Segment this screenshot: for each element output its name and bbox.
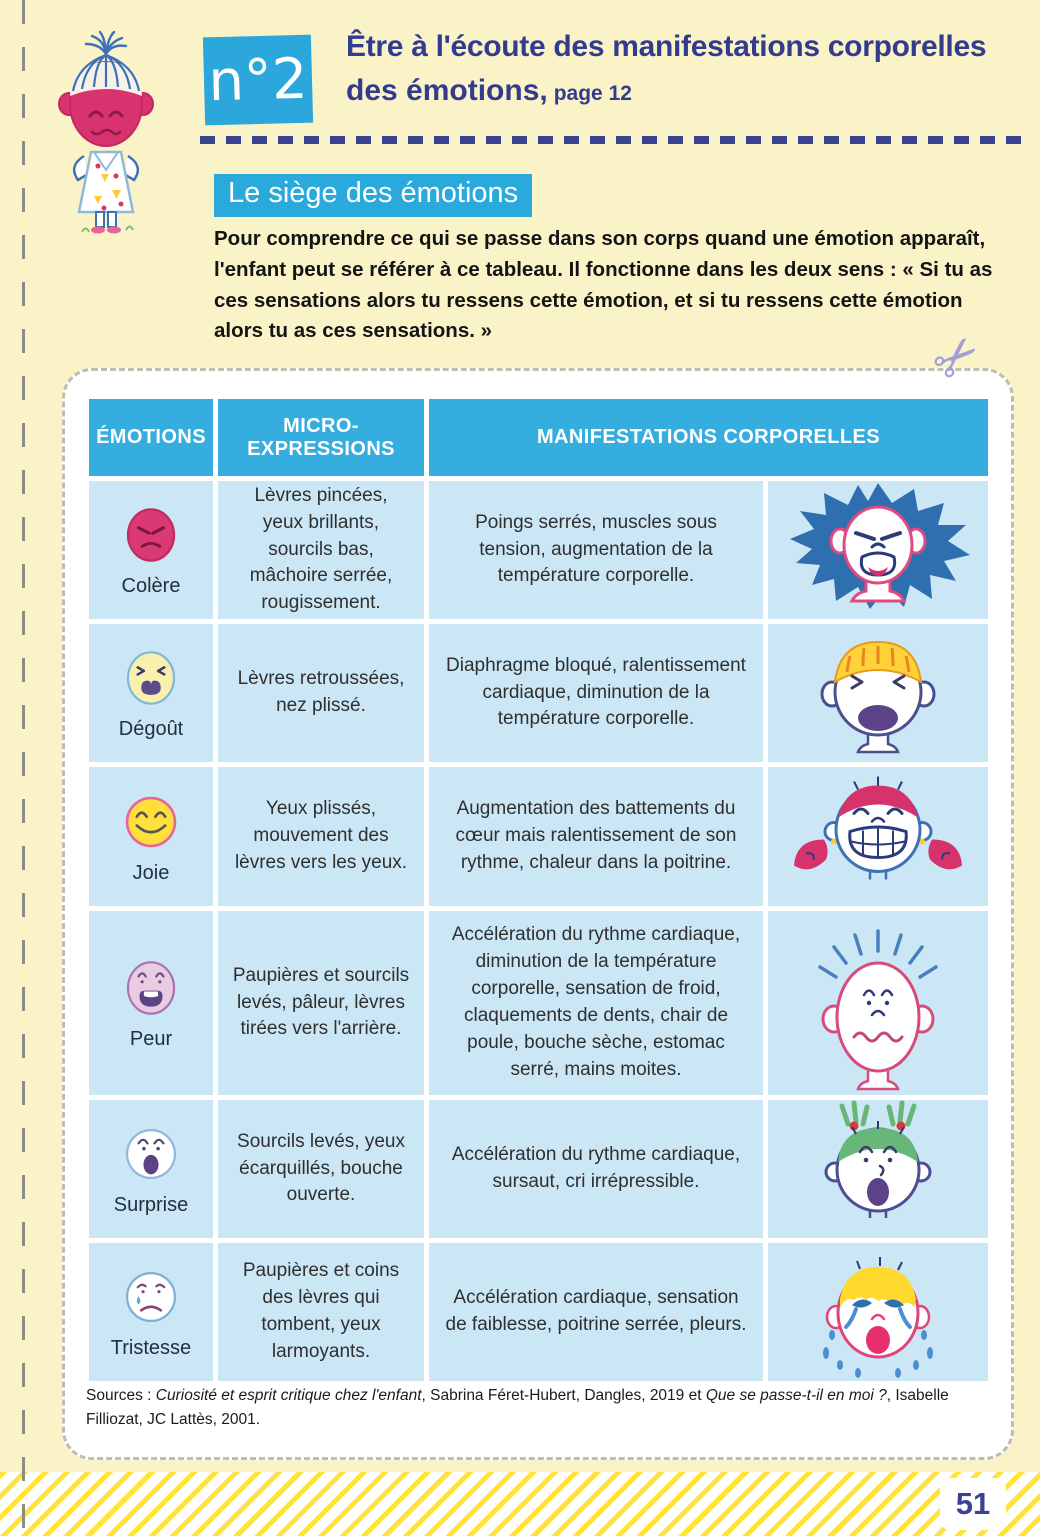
micro-expressions-cell: Sourcils levés, yeux écarquillés, bouche ouverte. — [218, 1100, 424, 1238]
binding-dashed-line — [22, 0, 25, 1536]
scissors-icon: ✂ — [918, 318, 995, 397]
emotion-cell-degout — [89, 624, 213, 762]
emotion-cell-surprise — [89, 1100, 213, 1238]
section-heading: Le siège des émotions — [214, 174, 532, 217]
column-header-micro-expressions: MICRO-EXPRESSIONS — [218, 399, 424, 476]
emotion-cell-joie — [89, 767, 213, 906]
source-title-1: Curiosité et esprit critique chez l'enfant — [155, 1387, 422, 1404]
footer-stripes — [0, 1472, 1040, 1536]
column-header-manifestations: MANIFESTATIONS CORPORELLES — [429, 399, 988, 476]
cutout-table-card — [62, 368, 1014, 1460]
illustration-cell — [768, 481, 988, 619]
angry-face-icon — [120, 502, 182, 568]
manifestations-cell: Augmentation des battements du cœur mais ralentissement de son rythme, chaleur dans la poitrine. — [429, 767, 763, 906]
sources-note: Sources : Curiosité et esprit critique chez l'enfant, Sabrina Féret-Hubert, Dangles, 2019 et Que se passe-t-il en moi ?, Isabelle Filliozat, JC Lattès, 2001. — [86, 1387, 949, 1429]
page-title — [346, 30, 986, 108]
title-line-1: Être à l'écoute des manifestations corporelles — [346, 30, 987, 63]
angry-child-illustration — [768, 481, 988, 619]
manifestations-cell: Accélération du rythme cardiaque, diminution de la température corporelle, sensation de froid, claquements de dents, chair de poule, bouche sèche, estomac serré, mains moites. — [429, 911, 763, 1095]
intro-paragraph: Pour comprendre ce qui se passe dans son corps quand une émotion apparaît, l'enfant peut se référer à ce tableau. Il fonctionne dans les deux sens : « Si tu as ces sensations alors tu ressens cette émotion, et si tu ressens cette émotion alors tu as ces sensations. » — [214, 227, 993, 343]
micro-expressions-cell: Lèvres pincées, yeux brillants, sourcils bas, mâchoire serrée, rougissement. — [218, 481, 424, 619]
source-title-2: Que se passe-t-il en moi ? — [705, 1387, 887, 1404]
lesson-number: n°2 — [207, 46, 309, 114]
emotion-label: Colère — [121, 575, 181, 597]
sad-face-icon — [120, 1264, 182, 1330]
fear-face-icon — [120, 955, 182, 1021]
emotion-label: Dégoût — [118, 718, 184, 740]
illustration-cell — [768, 767, 988, 906]
emotion-cell-peur — [89, 911, 213, 1095]
joyful-child-illustration — [768, 767, 988, 906]
dashed-separator — [200, 136, 1032, 144]
manifestations-cell: Accélération cardiaque, sensation de faiblesse, poitrine serrée, pleurs. — [429, 1243, 763, 1381]
disgust-face-icon — [120, 645, 182, 711]
column-header-emotions: ÉMOTIONS — [89, 399, 213, 476]
illustration-cell — [768, 1100, 988, 1238]
micro-expressions-cell: Lèvres retroussées, nez plissé. — [218, 624, 424, 762]
micro-expressions-cell: Yeux plissés, mouvement des lèvres vers les yeux. — [218, 767, 424, 906]
surprise-face-icon — [120, 1121, 182, 1187]
micro-expressions-cell: Paupières et sourcils levés, pâleur, lèvres tirées vers l'arrière. — [218, 911, 424, 1095]
page-number-badge — [940, 1478, 1006, 1530]
emotion-label: Surprise — [113, 1194, 189, 1216]
emotion-cell-tristesse — [89, 1243, 213, 1381]
title-page-reference: page 12 — [553, 82, 632, 105]
manifestations-cell: Poings serrés, muscles sous tension, augmentation de la température corporelle. — [429, 481, 763, 619]
manifestations-cell: Diaphragme bloqué, ralentissement cardiaque, diminution de la température corporelle. — [429, 624, 763, 762]
emotion-label: Joie — [132, 861, 170, 884]
scared-child-illustration — [768, 911, 988, 1095]
illustration-cell — [768, 1243, 988, 1381]
page-number: 51 — [955, 1486, 991, 1521]
emotion-label: Tristesse — [110, 1337, 192, 1359]
illustration-cell — [768, 911, 988, 1095]
emotion-label: Peur — [129, 1028, 173, 1050]
lesson-number-badge — [203, 35, 313, 126]
crying-child-illustration — [768, 1243, 988, 1381]
title-line-2: des émotions, page 12 — [346, 74, 632, 107]
emotions-table — [89, 399, 1011, 1381]
emotion-cell-colere — [89, 481, 213, 619]
disgusted-child-illustration — [768, 624, 988, 762]
angry-girl-mascot — [46, 24, 166, 236]
joy-face-icon — [120, 789, 182, 855]
illustration-cell — [768, 624, 988, 762]
manifestations-cell: Accélération du rythme cardiaque, sursaut, cri irrépressible. — [429, 1100, 763, 1238]
surprised-child-illustration — [768, 1100, 988, 1238]
micro-expressions-cell: Paupières et coins des lèvres qui tombent, yeux larmoyants. — [218, 1243, 424, 1381]
